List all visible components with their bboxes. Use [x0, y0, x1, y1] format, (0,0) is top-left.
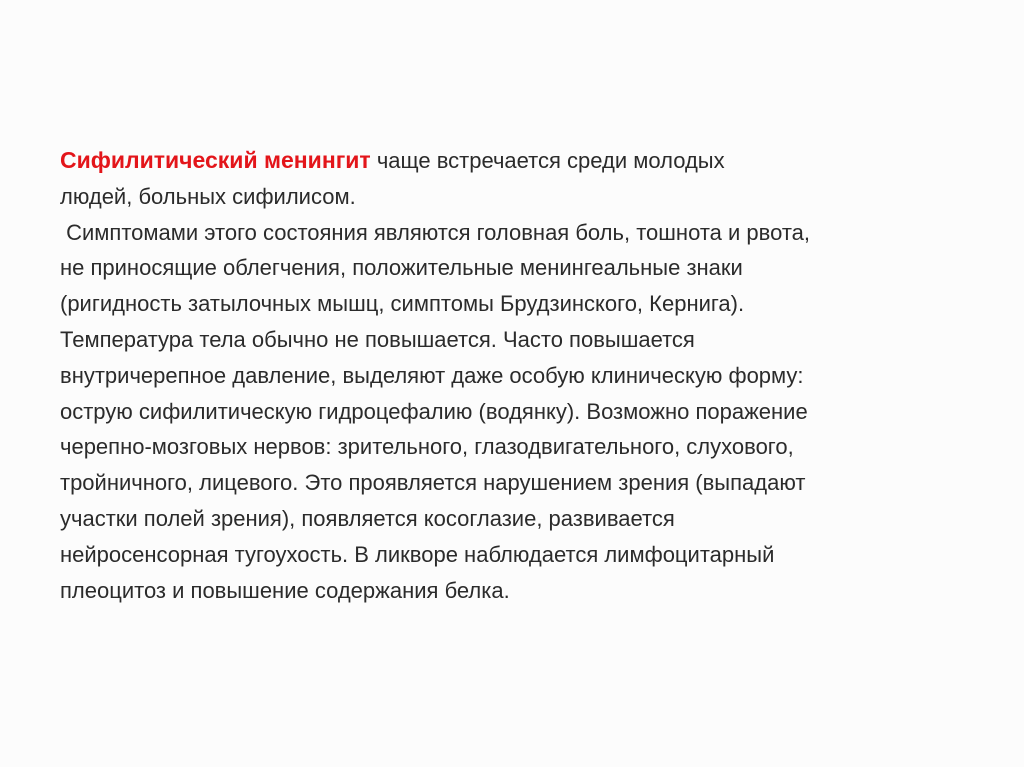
text-line-4: не приносящие облегчения, положительные менингеальные знаки	[60, 255, 743, 281]
text-line-11: участки полей зрения), появляется косоглазие, развивается	[60, 505, 675, 531]
text-line-2: людей, больных сифилисом.	[60, 183, 356, 209]
text-line-12: нейросенсорная тугоухость. В ликворе наблюдается лимфоцитарный	[60, 541, 775, 567]
text-line-13: плеоцитоз и повышение содержания белка.	[60, 577, 510, 603]
text-line-8: острую сифилитическую гидроцефалию (водянку). Возможно поражение	[60, 398, 808, 424]
text-line-6: Температура тела обычно не повышается. Часто повышается	[60, 326, 695, 352]
text-line-9: черепно-мозговых нервов: зрительного, глазодвигательного, слухового,	[60, 434, 794, 460]
slide-title: Сифилитический менингит	[60, 147, 371, 173]
text-line-1-rest: чаще встречается среди молодых	[370, 148, 725, 173]
text-line-10: тройничного, лицевого. Это проявляется нарушением зрения (выпадают	[60, 470, 806, 496]
text-line-1	[60, 143, 980, 179]
text-line-5: (ригидность затылочных мышц, симптомы Брудзинского, Кернига).	[60, 291, 745, 317]
text-line-3: Симптомами этого состояния являются головная боль, тошнота и рвота,	[60, 219, 810, 245]
body-text	[60, 143, 980, 608]
text-line-7: внутричерепное давление, выделяют даже особую клиническую форму:	[60, 362, 804, 388]
